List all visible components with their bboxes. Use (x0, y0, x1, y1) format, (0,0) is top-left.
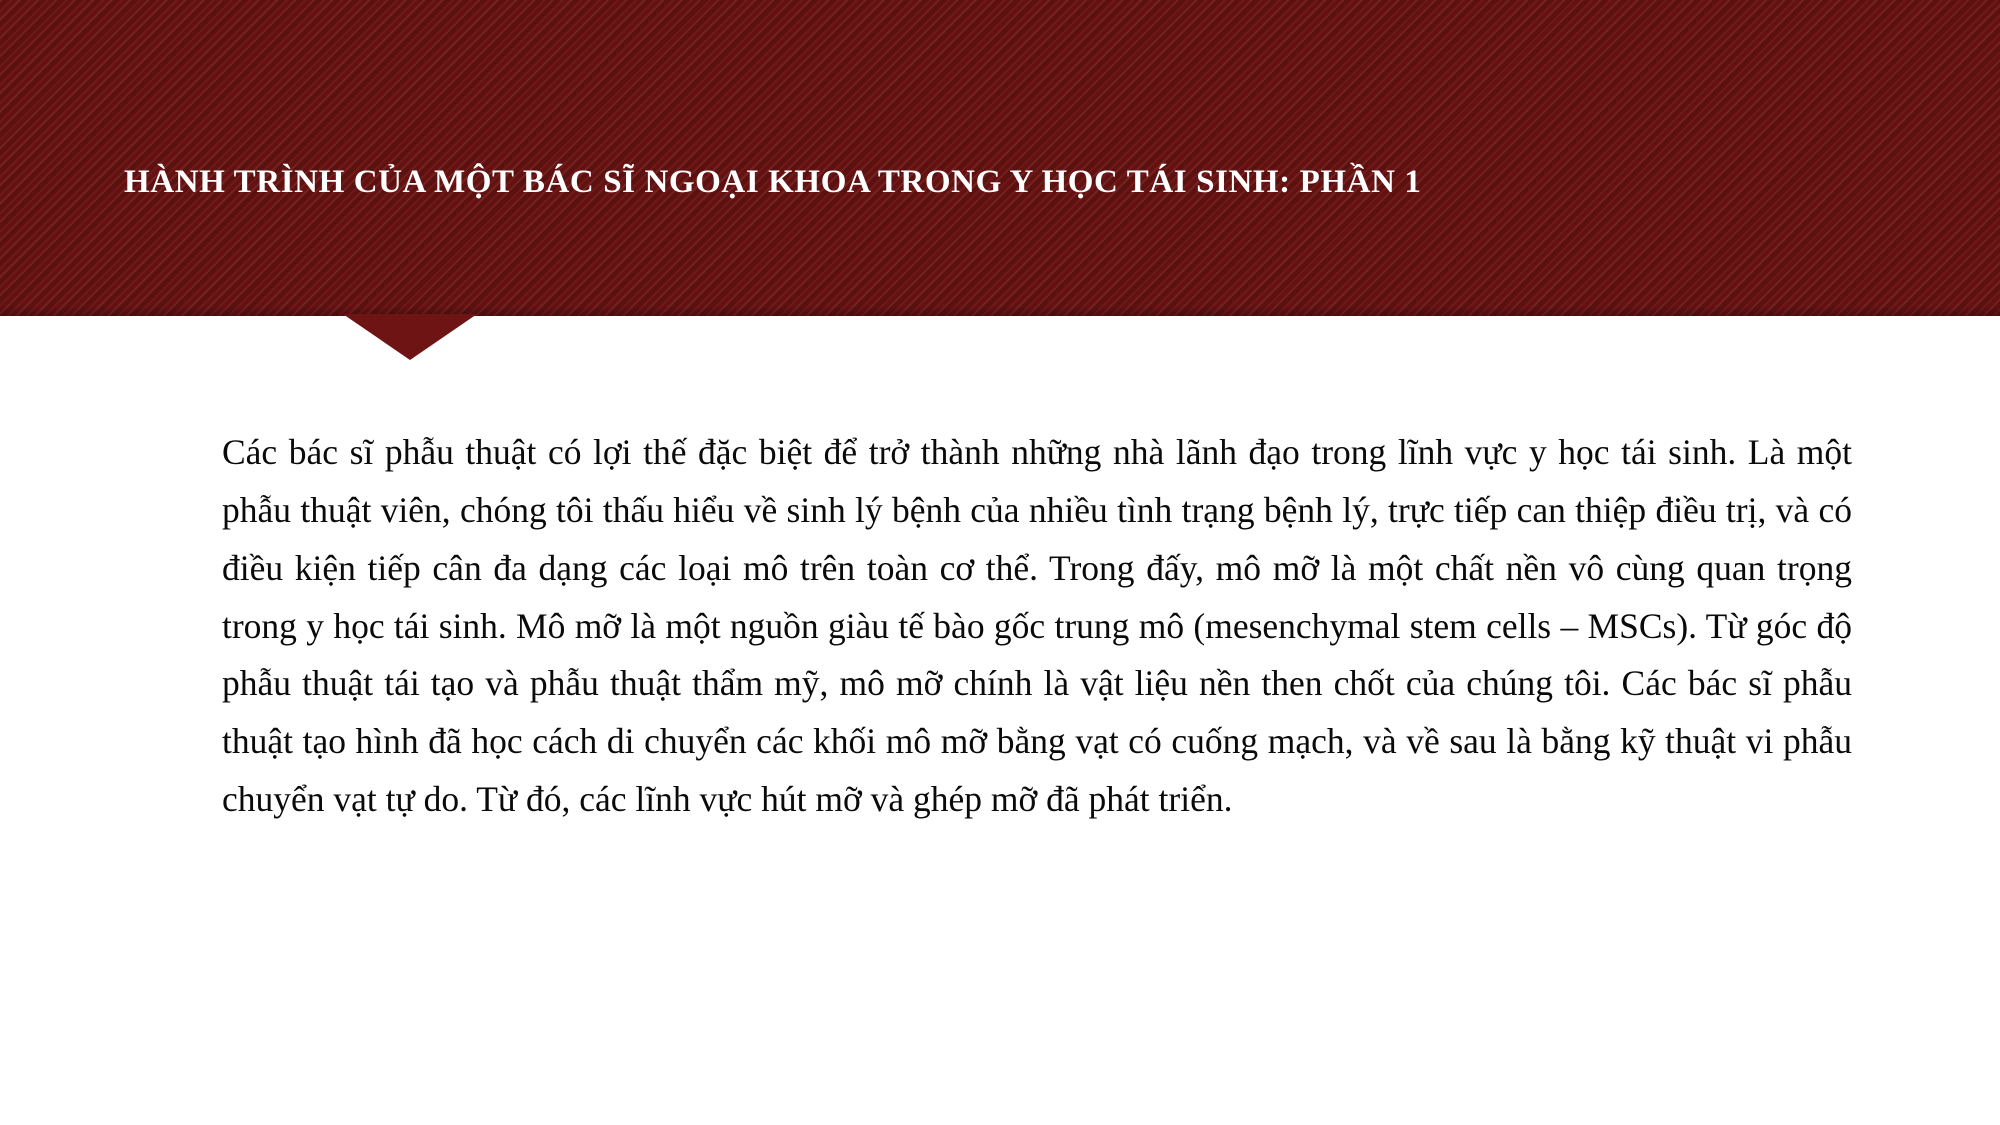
body-text-block (222, 424, 1852, 829)
header-banner (0, 0, 2000, 316)
banner-pointer-decoration (340, 314, 480, 362)
slide-title: HÀNH TRÌNH CỦA MỘT BÁC SĨ NGOẠI KHOA TRONG Y HỌC TÁI SINH: PHẦN 1 (124, 164, 1422, 201)
banner-pointer-shape (340, 314, 480, 360)
body-paragraph: Các bác sĩ phẫu thuật có lợi thế đặc biệt để trở thành những nhà lãnh đạo trong lĩnh vực y học tái sinh. Là một phẫu thuật viên, chóng tôi thấu hiểu về sinh lý bệnh của nhiều tình trạng bệnh lý, trực tiếp can thiệp điều trị, và có điều kiện tiếp cân đa dạng các loại mô trên toàn cơ thể. Trong đấy, mô mỡ là một chất nền vô cùng quan trọng trong y học tái sinh. Mô mỡ là một nguồn giàu tế bào gốc trung mô (mesenchymal stem cells – MSCs). Từ góc độ phẫu thuật tái tạo và phẫu thuật thẩm mỹ, mô mỡ chính là vật liệu nền then chốt của chúng tôi. Các bác sĩ phẫu thuật tạo hình đã học cách di chuyển các khối mô mỡ bằng vạt có cuống mạch, và về sau là bằng kỹ thuật vi phẫu chuyển vạt tự do. Từ đó, các lĩnh vực hút mỡ và ghép mỡ đã phát triển. (222, 432, 1852, 820)
